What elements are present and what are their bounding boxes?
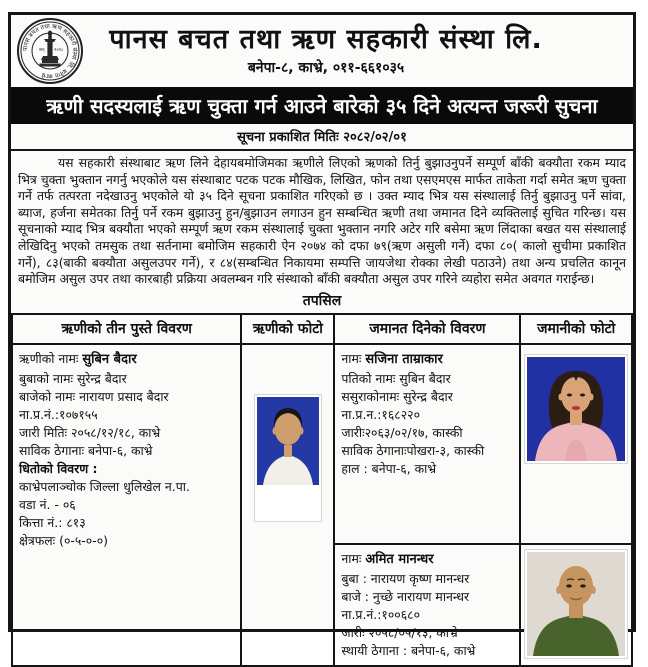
collateral-location: काभ्रेपलाञ्चोक जिल्ला धुलिखेल न.पा. xyxy=(19,478,190,494)
header-guarantor-photo: जमानीको फोटो xyxy=(520,314,632,344)
guarantor2-name: अमित मानन्धर xyxy=(365,551,434,567)
table-row xyxy=(12,344,632,544)
notice-document xyxy=(8,12,636,658)
borrower-citizenship-no: ना.प्र.नं.:१०७१५५ xyxy=(19,406,98,422)
guarantor1-name: सजिना ताम्राकार xyxy=(365,351,443,367)
borrower-grandfather: बाजेको नामः नारायण प्रसाद बैदार xyxy=(19,388,169,404)
org-name: पानस बचत तथा ऋण सहकारी संस्था लि. xyxy=(109,24,543,56)
guarantor2-details-cell xyxy=(334,544,520,666)
document-header xyxy=(11,15,633,87)
guarantor1-photo xyxy=(524,354,628,464)
guarantor2-citizenship-no: ना.प्र.नं.:१००६८० xyxy=(341,606,421,622)
guarantor2-father: बुबा : नारायण कृष्ण मानन्धर xyxy=(341,570,470,586)
guarantor1-details-cell xyxy=(334,344,520,544)
svg-text:पानस बचत तथा ऋण सहकारी संस्था: पानस बचत तथा ऋण सहकारी संस्था लि. बनेपा काभ्रे xyxy=(21,22,79,80)
guarantor1-issue-date: जारीः२०६३/०२/१७, कास्की xyxy=(341,424,463,440)
borrower-address: साविक ठेगानाः बनेपा-६, काभ्रे xyxy=(19,442,153,458)
borrower-issue-date: जारी मितिः २०५८/१२/१८, काभ्रे xyxy=(19,424,161,440)
borrower-photo-cell xyxy=(241,344,334,666)
publish-date: सूचना प्रकाशित मितिः २०८२/०२/०१ xyxy=(11,124,633,151)
header-borrower-photo: ऋणीको फोटो xyxy=(241,314,334,344)
tapasil-heading: तपसिल xyxy=(302,292,342,309)
guarantor1-name-label: नामः xyxy=(341,350,362,366)
borrower-photo xyxy=(254,394,322,522)
header-borrower-details: ऋणीको तीन पुस्ते विवरण xyxy=(12,314,241,344)
table-header-row xyxy=(12,314,632,344)
header-guarantor-details: जमानत दिनेको विवरण xyxy=(334,314,520,344)
guarantor1-husband: पतिको नामः सुबिन बैदार xyxy=(341,370,451,386)
guarantor1-citizenship-no: ना.प्र.न.:१६८२२० xyxy=(341,406,421,422)
guarantor1-photo-cell xyxy=(520,344,632,544)
guarantor2-name-label: नामः xyxy=(341,550,362,566)
guarantor1-fatherinlaw: ससुराकोनामः सुरेन्द्र बैदार xyxy=(341,388,453,404)
borrower-father: बुबाको नामः सुरेन्द्र बैदार xyxy=(19,370,127,386)
guarantor1-current-address: हाल : बनेपा-६, काभ्रे xyxy=(341,460,437,476)
org-address: बनेपा-८, काभ्रे, ०११-६६१०३५ xyxy=(247,59,405,76)
org-seal-icon xyxy=(11,17,89,85)
svg-text:सन्: सन् xyxy=(39,48,45,53)
guarantor2-photo-cell xyxy=(520,544,632,666)
notice-body-text: यस सहकारी संस्थाबाट ऋण लिने देहायबमोजिमका ऋणीले लिएको ऋणको तिर्नु बुझाउनुपर्ने सम्पूर्ण बाँकी बक्यौता रकम म्याद भित्र चुक्ता भुक्तान नगर्नु भएकोले यस संस्थाबाट पटक पटक मौखिक, लिखित, फोन तथा एसएमएस मार्फत ताकेता गर्दा समेत ऋण चुक्ता गर्ने तर्फ तत्परता नदेखाउनु भएकोले यो ३५ दिने सूचना प्रकाशित गरिएको छ । उक्त म्याद भित्र यस संस्थालाई तिर्नु बुझाउनु पर्ने सांवा, ब्याज, हर्जना समेतका तिर्नु पर्ने रकम बुझाउनु हुन/बुझाउन लगाउन हुन सम्बन्धित ऋणी तथा जमानत दिने व्यक्तिलाई सुचित गरिन्छ। यस सूचनाको म्याद भित्र बक्यौता भएको सम्पूर्ण ऋण रकम संस्थालाई चुक्ता भुक्तान नगरि अटेर गरि बसेमा ऋण लिंदाका बखत यस संस्थालाई लेखिदिनु भएको तमसुक तथा सर्तनामा बमोजिम सहकारी ऐन २०७४ को दफा ७९(ऋण असुली गर्ने) दफा ८०( कालो सुचीमा प्रकाशित गर्ने), ८३(बाकी बक्यौता असुलउपर गर्ने), र ८४(सम्बन्धित निकायमा सम्पत्ति जायजेथा रोक्का लेखी पठाउने) तथा अन्य प्रचलित कानून बमोजिम असुल उपर तथा कारबाही प्रक्रिया अवलम्बन गरि संस्थाको बाँकी बक्यौता असुल उपर गरिने व्यहोरा समेत अवगत गराईन्छ। xyxy=(18,155,626,287)
loan-defaulter-table xyxy=(11,313,633,667)
borrower-name: सुबिन बैदार xyxy=(82,351,137,367)
guarantor1-former-address: साविक ठेगानाःपोखरा-३, कास्की xyxy=(341,442,485,458)
guarantor2-issue-date: जारीः २०५८/०५/१३, काभ्रे xyxy=(341,624,458,640)
guarantor2-grandfather: बाजे : नुच्छे नारायण मानन्धर xyxy=(341,588,470,604)
notice-banner: ऋणी सदस्यलाई ऋण चुक्ता गर्न आउने बारेको ३५ दिने अत्यन्त जरूरी सुचना xyxy=(11,87,633,124)
borrower-details-cell xyxy=(12,344,241,666)
borrower-name-label: ऋणीको नामः xyxy=(19,350,79,366)
guarantor2-permanent-address: स्थायी ठेगाना : बनेपा-६, काभ्रे xyxy=(341,642,476,658)
svg-text:२०१८: २०१८ xyxy=(54,48,64,53)
guarantor2-photo xyxy=(524,549,628,659)
collateral-ward: वडा नं. - ०६ xyxy=(19,496,76,512)
collateral-area: क्षेत्रफलः (०-५-०-०) xyxy=(19,532,108,548)
collateral-heading: धितोको विवरण : xyxy=(19,460,98,476)
collateral-plot: कित्ता नं.: ८१३ xyxy=(19,514,86,530)
